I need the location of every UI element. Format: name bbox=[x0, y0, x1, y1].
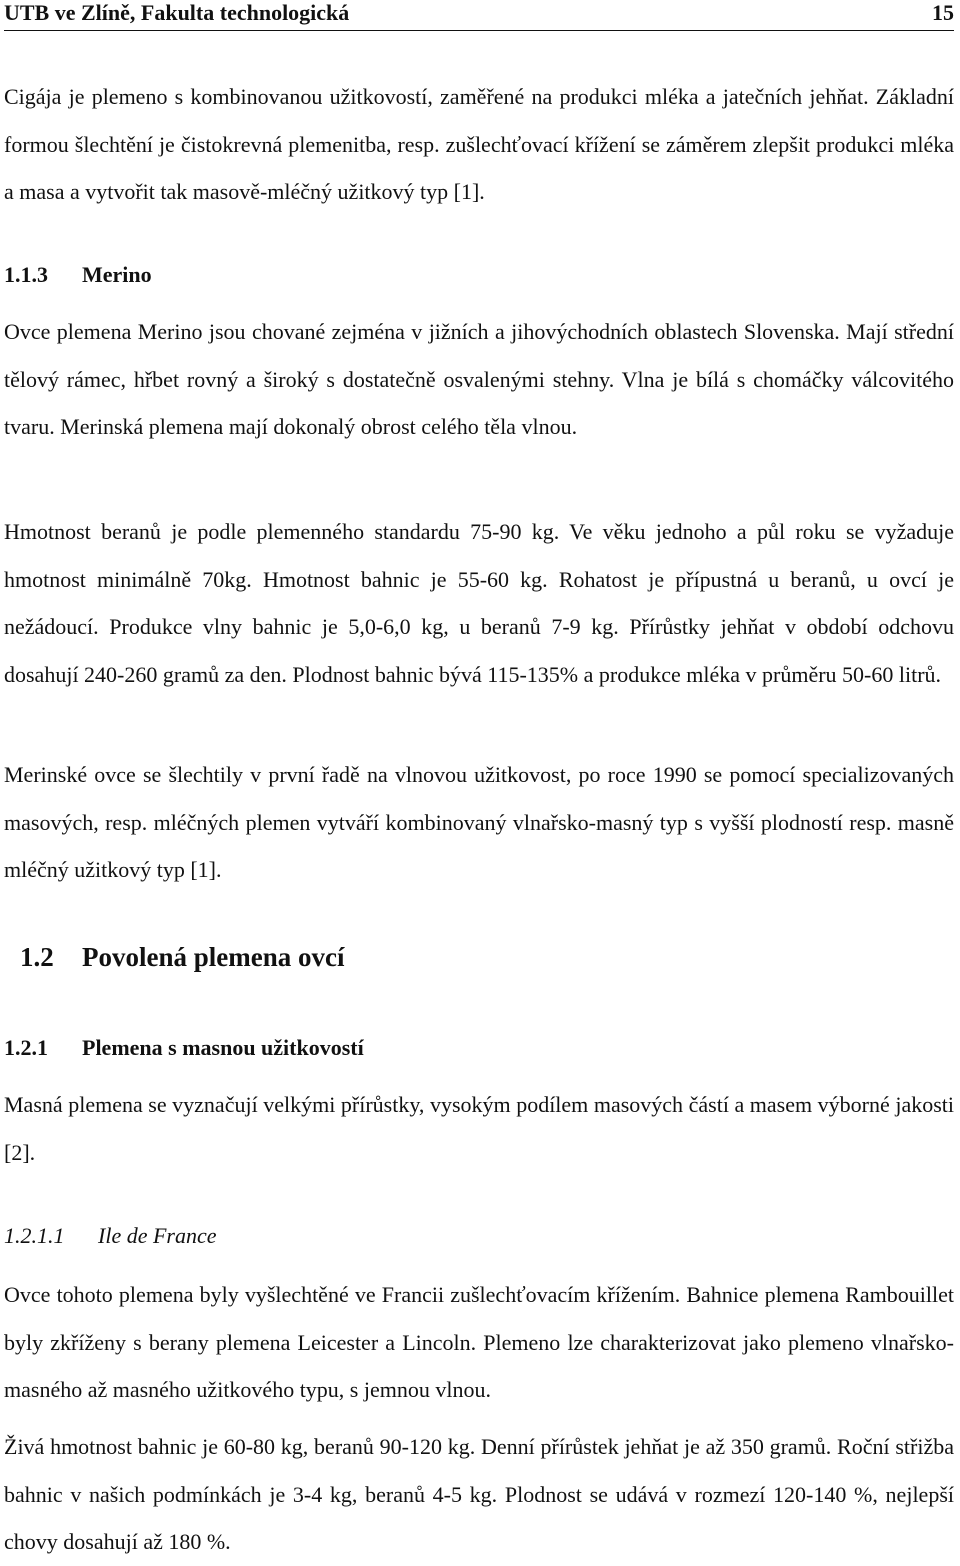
heading-1-1-3 bbox=[4, 260, 152, 290]
page-header bbox=[4, 0, 954, 31]
paragraph-merino-weights: Hmotnost beranů je podle plemenného standardu 75-90 kg. Ve věku jednoho a půl roku se vyžaduje hmotnost minimálně 70kg. Hmotnost bahnic je 55-60 kg. Rohatost je přípustná u beranů, u ovcí je nežádoucí. Produkce vlny bahnic je 5,0-6,0 kg, u beranů 7-9 kg. Přírůstky jehňat v období odchovu dosahují 240-260 gramů za den. Plodnost bahnic bývá 115-135% a produkce mléka v průměru 50-60 litrů. bbox=[4, 519, 954, 687]
heading-title: Plemena s masnou užitkovostí bbox=[82, 1035, 364, 1060]
heading-number: 1.2.1.1 bbox=[4, 1223, 65, 1248]
header-title: UTB ve Zlíně, Fakulta technologická bbox=[4, 0, 350, 25]
paragraph-iledefrance-origin: Ovce tohoto plemena byly vyšlechtěné ve Francii zušlechťovacím křížením. Bahnice plemena Rambouillet byly zkříženy s berany plemena Leicester a Lincoln. Plemeno lze charakterizovat jako plemeno vlnařsko-masného až masného užitkového typu, s jemnou vlnou. bbox=[4, 1282, 954, 1402]
heading-title: Povolená plemena ovcí bbox=[82, 942, 345, 972]
page-number: 15 bbox=[932, 0, 954, 25]
heading-1-2-1 bbox=[4, 1033, 364, 1063]
heading-title: Ile de France bbox=[98, 1223, 217, 1248]
paragraph-merino-breeding: Merinské ovce se šlechtily v první řadě na vlnovou užitkovost, po roce 1990 se pomocí specializovaných masových, resp. mléčných plemen vytváří kombinovaný vlnařsko-masný typ s vyšší plodností resp. masně mléčný užitkový typ [1]. bbox=[4, 762, 954, 882]
paragraph-iledefrance-weights: Živá hmotnost bahnic je 60-80 kg, beranů 90-120 kg. Denní přírůstek jehňat je až 350 gramů. Roční střižba bahnic v našich podmínkách je 3-4 kg, beranů 4-5 kg. Plodnost se udává v rozmezí 120-140 %, nejlepší chovy dosahují až 180 %. bbox=[4, 1434, 954, 1554]
heading-number: 1.2.1 bbox=[4, 1035, 48, 1060]
heading-1-2-1-1 bbox=[4, 1221, 217, 1251]
paragraph-masna-plemena: Masná plemena se vyznačují velkými přírůstky, vysokým podílem masových částí a masem výborné jakosti [2]. bbox=[4, 1092, 954, 1165]
heading-number: 1.2 bbox=[20, 942, 54, 972]
paragraph-merino-description: Ovce plemena Merino jsou chované zejména v jižních a jihovýchodních oblastech Slovenska. Mají střední tělový rámec, hřbet rovný a široký s dostatečně osvalenými stehny. Vlna je bílá s chomáčky válcovitého tvaru. Merinská plemena mají dokonalý obrost celého těla vlnou. bbox=[4, 319, 954, 439]
heading-title: Merino bbox=[82, 262, 152, 287]
paragraph-cigaja: Cigája je plemeno s kombinovanou užitkovostí, zaměřené na produkci mléka a jatečních jehňat. Základní formou šlechtění je čistokrevná plemenitba, resp. zušlechťovací křížení se záměrem zlepšit produkci mléka a masa a vytvořit tak masově-mléčný užitkový typ [1]. bbox=[4, 84, 954, 204]
heading-1-2 bbox=[4, 940, 344, 974]
heading-number: 1.1.3 bbox=[4, 262, 48, 287]
